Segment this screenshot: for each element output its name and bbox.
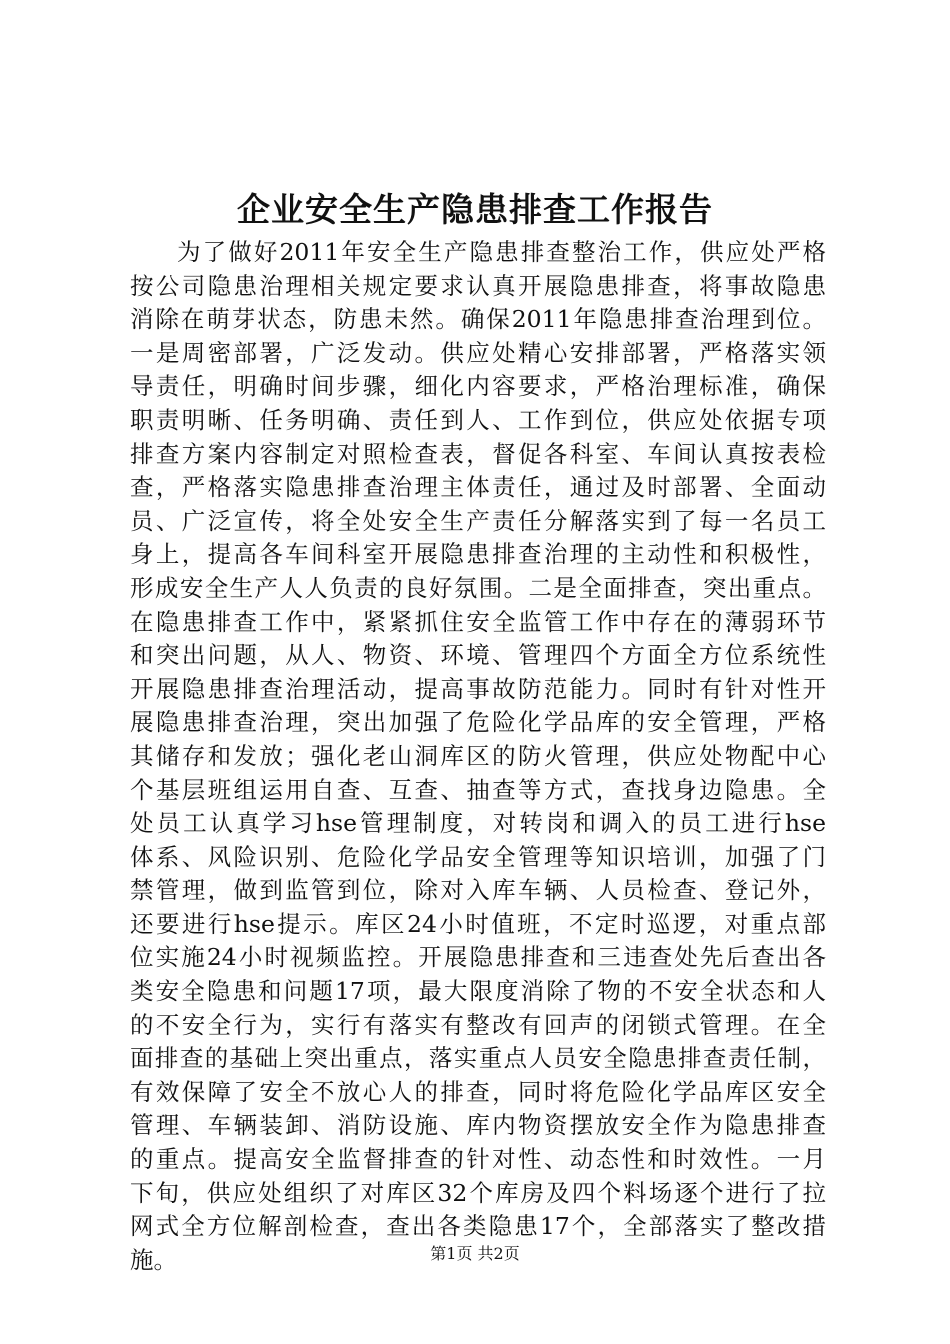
body-line: 其储存和发放；强化老山洞库区的防火管理，供应处物配中心 — [130, 741, 826, 770]
body-line: 施。 — [130, 1245, 177, 1274]
body-line: 位实施24小时视频监控。开展隐患排查和三违查处先后查出各 — [130, 943, 826, 972]
document-title: 企业安全生产隐患排查工作报告 — [237, 190, 713, 229]
body-line: 有效保障了安全不放心人的排查，同时将危险化学品库区安全 — [130, 1077, 826, 1106]
body-line: 形成安全生产人人负责的良好氛围。二是全面排查，突出重点。 — [130, 573, 826, 602]
page-footer: 第1页 共2页 — [430, 1244, 520, 1263]
body-line: 职责明晰、任务明确、责任到人、工作到位，供应处依据专项 — [130, 405, 826, 434]
body-line: 和突出问题，从人、物资、环境、管理四个方面全方位系统性 — [130, 641, 826, 670]
body-line: 按公司隐患治理相关规定要求认真开展隐患排查，将事故隐患 — [130, 271, 826, 300]
body-line: 为了做好2011年安全生产隐患排查整治工作，供应处严格 — [177, 238, 826, 266]
body-line: 体系、风险识别、危险化学品安全管理等知识培训，加强了门 — [130, 842, 826, 871]
body-line: 排查方案内容制定对照检查表，督促各科室、车间认真按表检 — [130, 439, 826, 468]
body-line: 面排查的基础上突出重点，落实重点人员安全隐患排查责任制， — [130, 1044, 826, 1073]
body-line: 展隐患排查治理，突出加强了危险化学品库的安全管理，严格 — [130, 708, 826, 737]
body-line: 消除在萌芽状态，防患未然。确保2011年隐患排查治理到位。 — [130, 305, 826, 334]
body-line: 员、广泛宣传，将全处安全生产责任分解落实到了每一名员工 — [130, 506, 826, 535]
document-body — [130, 236, 826, 1277]
body-line: 开展隐患排查治理活动，提高事故防范能力。同时有针对性开 — [130, 674, 826, 703]
body-line: 还要进行hse提示。库区24小时值班，不定时巡逻，对重点部 — [130, 909, 826, 938]
body-line: 身上，提高各车间科室开展隐患排查治理的主动性和积极性， — [130, 540, 826, 569]
body-line: 一是周密部署，广泛发动。供应处精心安排部署，严格落实领 — [130, 338, 826, 367]
body-line: 的不安全行为，实行有落实有整改有回声的闭锁式管理。在全 — [130, 1010, 826, 1039]
body-line: 禁管理，做到监管到位，除对入库车辆、人员检查、登记外， — [130, 876, 826, 905]
body-line: 查，严格落实隐患排查治理主体责任，通过及时部署、全面动 — [130, 473, 826, 502]
body-line: 类安全隐患和问题17项，最大限度消除了物的不安全状态和人 — [130, 977, 826, 1006]
body-line: 下旬，供应处组织了对库区32个库房及四个料场逐个进行了拉 — [130, 1178, 826, 1207]
body-line: 在隐患排查工作中，紧紧抓住安全监管工作中存在的薄弱环节 — [130, 607, 826, 636]
body-line: 导责任，明确时间步骤，细化内容要求，严格治理标准，确保 — [130, 372, 826, 401]
body-line: 管理、车辆装卸、消防设施、库内物资摆放安全作为隐患排查 — [130, 1111, 826, 1140]
body-line: 处员工认真学习hse管理制度，对转岗和调入的员工进行hse — [130, 809, 826, 838]
body-line: 个基层班组运用自查、互查、抽查等方式，查找身边隐患。全 — [130, 775, 826, 804]
body-line: 网式全方位解剖检查，查出各类隐患17个，全部落实了整改措 — [130, 1212, 826, 1241]
body-line: 的重点。提高安全监督排查的针对性、动态性和时效性。一月 — [130, 1145, 826, 1174]
